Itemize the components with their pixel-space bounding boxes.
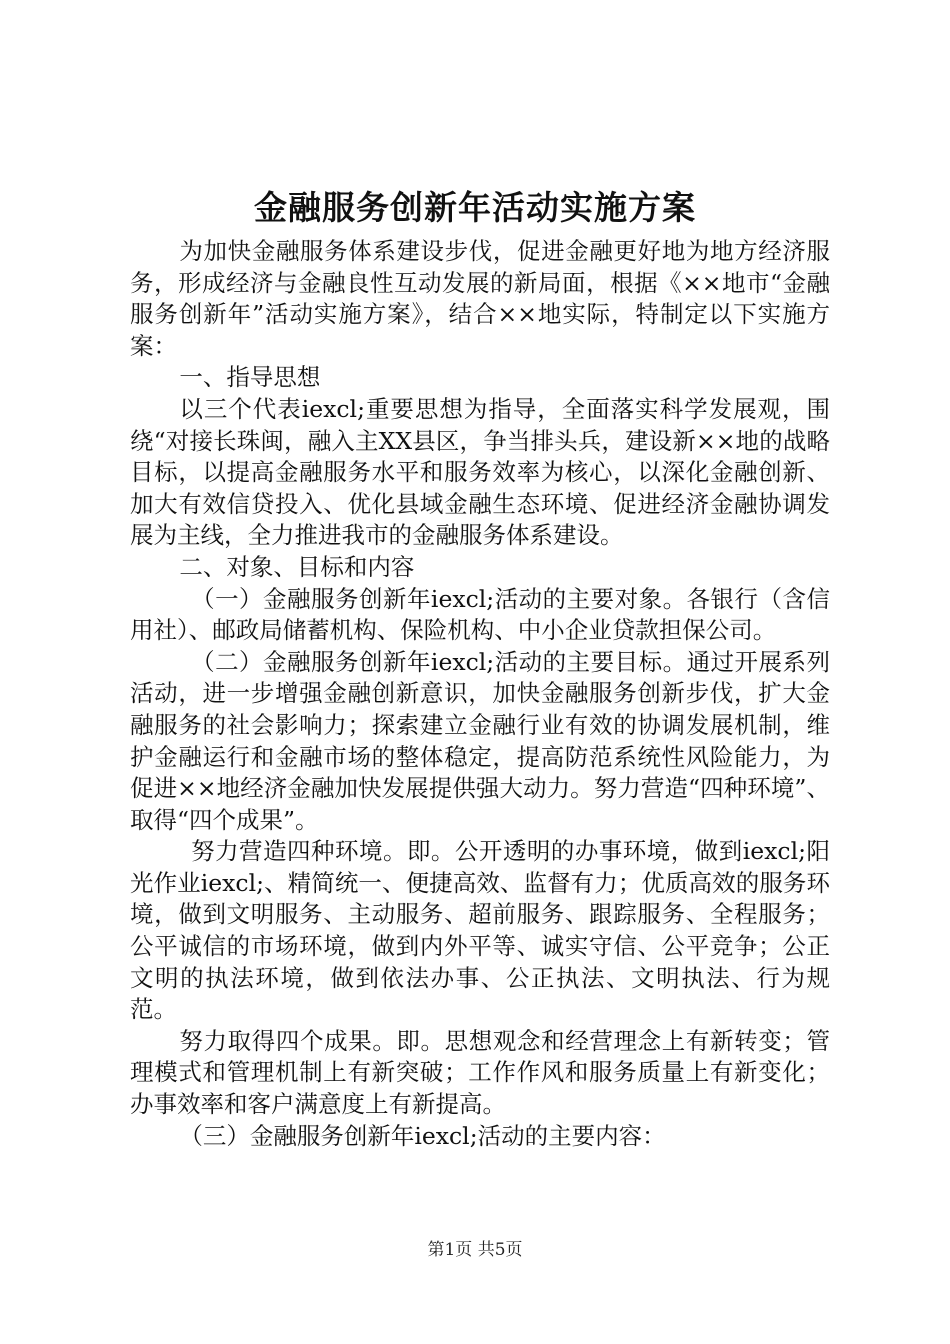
guiding-ideology-paragraph: 以三个代表iexcl;重要思想为指导，全面落实科学发展观，围绕“对接长珠闽，融入主XX县区，争当排头兵，建设新××地的战略目标，以提高金融服务水平和服务效率为核心，以深化金融创新、加大有效信贷投入、优化县域金融生态环境、促进经济金融协调发展为主线，全力推进我市的金融服务体系建设。: [130, 394, 830, 550]
subsection-main-content: （三）金融服务创新年iexcl;活动的主要内容：: [179, 1121, 666, 1150]
four-environments-paragraph: 努力营造四种环境。即。公开透明的办事环境，做到iexcl;阳光作业iexcl;、精简统一、便捷高效、监督有力；优质高效的服务环境，做到文明服务、主动服务、超前服务、跟踪服务、全程服务；公平诚信的市场环境，做到内外平等、诚实守信、公平竞争；公正文明的执法环境，做到依法办事、公正执法、文明执法、行为规范。: [130, 837, 830, 1024]
section-heading-objects-goals: 二、对象、目标和内容: [179, 552, 415, 581]
four-results-paragraph: 努力取得四个成果。即。思想观念和经营理念上有新转变；管理模式和管理机制上有新突破；工作作风和服务质量上有新变化；办事效率和客户满意度上有新提高。: [130, 1026, 830, 1119]
document-body: [130, 236, 830, 1152]
page-number-footer: 第1页 共5页: [427, 1240, 523, 1260]
document-title: 金融服务创新年活动实施方案: [254, 188, 696, 227]
subsection-main-goals: （二）金融服务创新年iexcl;活动的主要目标。通过开展系列活动，进一步增强金融创新意识，加快金融服务创新步伐，扩大金融服务的社会影响力；探索建立金融行业有效的协调发展机制，维护金融运行和金融市场的整体稳定，提高防范系统性风险能力，为促进××地经济金融加快发展提供强大动力。努力营造“四种环境”、取得“四个成果”。: [130, 647, 830, 834]
intro-paragraph: 为加快金融服务体系建设步伐，促进金融更好地为地方经济服务，形成经济与金融良性互动发展的新局面，根据《××地市“金融服务创新年”活动实施方案》，结合××地实际，特制定以下实施方案：: [130, 237, 830, 360]
section-heading-guiding-ideology: 一、指导思想: [179, 363, 321, 392]
subsection-main-objects: （一）金融服务创新年iexcl;活动的主要对象。各银行（含信用社）、邮政局储蓄机构、保险机构、中小企业贷款担保公司。: [130, 584, 830, 645]
